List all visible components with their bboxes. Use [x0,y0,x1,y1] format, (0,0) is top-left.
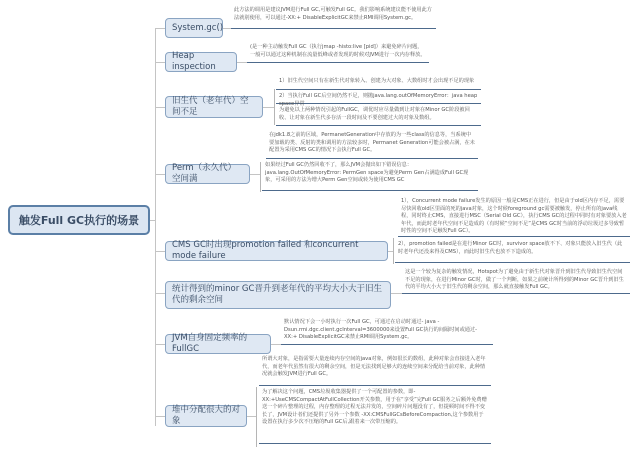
branch-note: 1），Concurrent mode failure发生的原因一般是CMS正在进行，但是由于old区内存不足，需要尽快回收old区里面的死的java对象，这个时候foreground gc需要被触发，停止所有的java线程，同时终止CMS，直接进行MSC（Serial Old GC），执行CMS GC的过程中同时有对象要放入老年代，而此时老年代空间不足造成的（有时候“空间不足”是CMS GC时当前的浮动垃圾过多导致暂时性的空间不足触发Full GC）。 [398,197,630,237]
branch-connector [155,416,165,417]
branch-note: 默认情况下会一小时执行一次Full GC，可通过在启动时通过- java -Dsun.rmi.dgc.client.gcInterval=3600000来设置Full GC执行的间隔时间或通过-XX:+ DisableExplicitGC来禁止RMI调用System.gc。 [281,318,493,345]
branch-node-old-gen-full[interactable] [165,96,263,118]
branch-connector [155,28,165,29]
branch-connector [155,344,165,345]
branch-note: 此方法的调用是建议JVM进行Full GC,可触发Full GC。我们影响系统建议能不使用此方法就别使用，可以通过-XX:+ DisableExplicitGC来禁止RMI调用System.gc。 [231,6,436,29]
note-connector [263,107,274,108]
branch-connector [155,62,165,63]
branch-connector [155,251,165,252]
branch-note: 所谓大对象，是指需要大量连续内存空间的java对象，例如很长的数组，此种对象会直接进入老年代，而老年代虽然有很大的剩余空间，但是无法找到足够大的连续空间来分配给当前对象，此种情况就会触发JVM进行Full GC。 [259,355,491,386]
branch-connector [155,293,165,294]
branch-note: 1）旧生代空间只有在新生代对象转入、创建为大对象、大数组时才会出现不足的现象 [276,77,481,90]
branch-note: 在jdk1.8之前的区域，PermanetGeneration中存放的为一些class的信息等，当系统中要加载的类、反射的类和调用的方法较多时，Permanet Generation可能会被占满，在未配置为采用CMS GC的情况下会执行Full GC。 [266,131,478,159]
branch-node-fixed-frequency[interactable] [165,334,271,354]
root-label: 触发Full GC执行的场景 [18,214,140,227]
branch-label: 统计得到的minor GC晋升到老年代的平均大小大于旧生代的剩余空间 [172,284,382,305]
branch-label: 旧生代（老年代）空间不足 [172,96,249,117]
branch-note: 这是一个较为复杂的触发情况，Hotspot为了避免由于新生代对象晋升到旧生代导致旧生代空间不足的现象，在进行Minor GC时，做了一个判断，如果之前统计所得到的Minor GC晋升到旧生代的平均大小大于旧生代的剩余空间，那么就直接触发Full GC。 [402,268,630,294]
branch-note: 为了解决这个问题，CMS垃圾收集器提供了一个可配置的参数，即-XX:+UseCMSCompactAtFullCollection开关参数，用于在“享受”完Full GC服务之后额外免费赠送一个碎片整理的过程，内存整理的过程无法并发的，空间碎片问题没有了，但提顿时间不得不变长了，JVM设计者们还提供了另外一个参数 -XX:CMSFullGCsBeforeCompaction,这个参数用于设置在执行多少次不压缩的Full GC后,跟着来一次带压缩的。 [259,388,491,444]
branch-label: Perm（永久代）空间满 [172,163,237,184]
branch-label: CMS GC时出现promotion failed 和concurrent mode failure [172,240,359,261]
root-connector [150,220,156,221]
note-connector [223,28,231,29]
note-bracket [256,387,257,447]
note-bracket [274,89,275,125]
root-node[interactable] [8,205,150,235]
branch-node-promotion-avg[interactable] [165,281,391,309]
branch-node-system-gc[interactable] [165,18,223,38]
note-connector [271,344,281,345]
branch-node-perm-full[interactable] [165,164,250,184]
branch-label: System.gc() [172,22,224,33]
note-bracket [393,238,394,264]
branch-note: 为避免以上两种情况引起的FullGC，调优时应尽量做到让对象在Minor GC阶段被回收、让对象在新生代多存活一段时间及不要创建过大的对象及数组。 [276,106,481,126]
branch-label: 堆中分配很大的对象 [172,405,241,426]
branch-label: JVM自身固定频率的FullGC [172,333,248,354]
note-bracket [260,162,261,192]
branch-node-cms-failure[interactable] [165,241,388,261]
trunk-connector [155,28,156,426]
branch-note: 如果经过Full GC仍然回收不了，那么JVM会抛出如下错误信息：java.lang.OutOfMemoryError: PermGen space为避免Perm Gen占满造成Full GC现象，可采用的方法为增大Perm Gen空间或转为使用CMS GC [262,161,478,191]
note-connector [250,174,260,175]
branch-note: (是一种主动触发Full GC（执行jmap -histo:live [pid]）来避免碎片问题，一般可以通过这种机制在流量低峰或者发现的时候对JVM进行一次内存释放。 [247,43,429,63]
branch-label: Heap inspection [172,51,216,72]
branch-connector [155,174,165,175]
branch-note: 2）当执行Full GC后空间仍然不足，则抛java.lang.outOfMemoryError：java heap space异常 [276,92,481,104]
branch-connector [155,107,165,108]
note-connector [237,62,247,63]
branch-node-heap-inspection[interactable] [165,52,237,72]
branch-node-large-object[interactable] [165,405,247,427]
branch-note: 2），promotion failed是在进行Minor GC时，survivor space放不下、对象只能放入旧生代（此时老年代还没来得及CMS），而此时旧生代也放不下造成的。 [395,240,630,263]
note-connector [247,416,256,417]
